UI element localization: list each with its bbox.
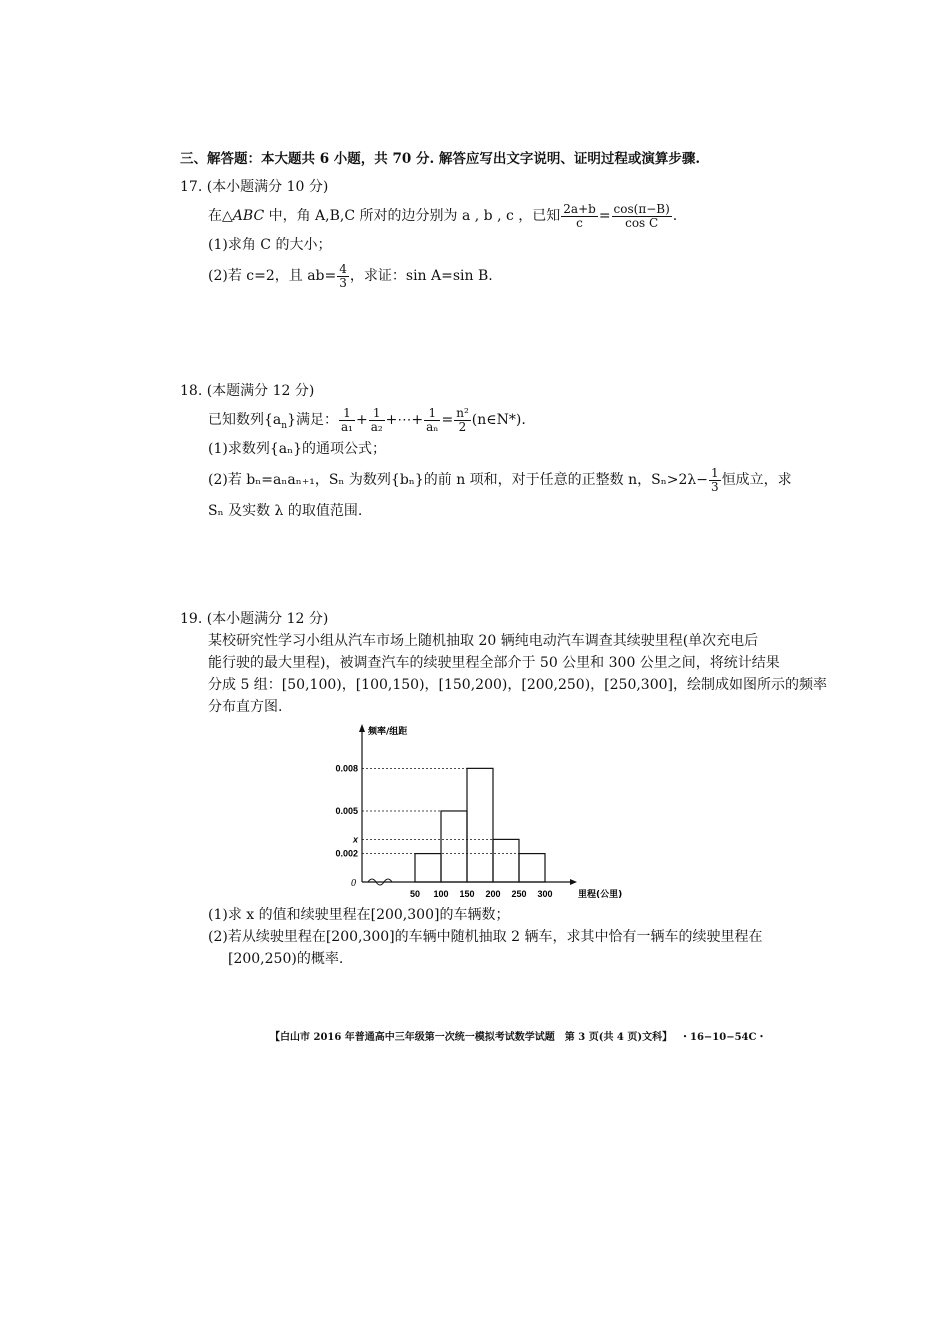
histogram-chart bbox=[320, 720, 640, 900]
q18-stem-a: 已知数列{a bbox=[208, 412, 282, 428]
q18-part2-b: 恒成立，求 bbox=[721, 472, 792, 488]
y-tick-label: 0.002 bbox=[335, 848, 358, 859]
footer-left: 【白山市 2016 年普通高中三年级第一次统一模拟考试数学试题 第 3 页(共 4 页)文科】 bbox=[270, 1032, 673, 1043]
q17-frac1-den: c bbox=[576, 215, 583, 230]
q18-frac-3 bbox=[424, 407, 440, 434]
q19-line3: 分成 5 组：[50,100)，[100,150)，[150,200)，[200,250)，[250,300]，绘制成如图所示的频率 bbox=[208, 677, 827, 693]
q17-part2-num: 4 bbox=[339, 261, 347, 276]
q19-part2: (2)若从续驶里程在[200,300]的车辆中随机抽取 2 辆车，求其中恰有一辆车的续驶里程在 bbox=[208, 929, 763, 945]
q17-period: . bbox=[672, 208, 678, 224]
q18-part2-den: 3 bbox=[711, 479, 719, 494]
q18-part1: (1)求数列{aₙ}的通项公式； bbox=[208, 441, 387, 457]
q18-part2 bbox=[208, 462, 792, 498]
histogram-bar bbox=[415, 854, 441, 882]
histogram-bar bbox=[493, 839, 519, 882]
q17-title: 17. (本小题满分 10 分) bbox=[180, 179, 329, 195]
x-tick-label: 200 bbox=[485, 889, 501, 899]
x-tick-label: 150 bbox=[459, 889, 475, 899]
footer-right: ・16−10−54C・ bbox=[680, 1032, 767, 1043]
q18-part2-a: (2)若 bₙ=aₙaₙ₊₁，Sₙ 为数列{bₙ}的前 n 项和，对于任意的正整数 n，Sₙ>2λ− bbox=[208, 472, 709, 488]
q18-stem-sub: n bbox=[281, 420, 288, 431]
q17-stem-b: ABC bbox=[232, 208, 265, 224]
x-axis-label: 里程(公里) bbox=[578, 890, 623, 900]
q17-frac2-den: cos C bbox=[625, 215, 659, 230]
q18-f4-den: 2 bbox=[458, 419, 467, 434]
y-axis-arrow bbox=[359, 724, 365, 732]
q17-part2-b: ，求证：sin A=sin B. bbox=[349, 268, 493, 284]
q18-plus2: +⋯+ bbox=[385, 412, 424, 428]
q18-f1-num: 1 bbox=[339, 407, 355, 421]
q19-line1: 某校研究性学习小组从汽车市场上随机抽取 20 辆纯电动汽车调查其续驶里程(单次充电后 bbox=[208, 633, 759, 649]
q17-stem bbox=[208, 198, 677, 234]
q18-plus1: + bbox=[355, 412, 368, 428]
q18-part2-fraction bbox=[709, 467, 721, 494]
y-tick-label: 0.008 bbox=[335, 763, 358, 774]
q17-stem-a: 在△ bbox=[208, 208, 233, 224]
q18-frac-2 bbox=[369, 407, 385, 434]
q17-part2 bbox=[208, 258, 493, 294]
x-axis-arrow bbox=[570, 879, 577, 885]
section-header: 三、解答题：本大题共 6 小题，共 70 分. 解答应写出文字说明、证明过程或演算步骤. bbox=[180, 151, 701, 167]
x-tick-label: 100 bbox=[433, 889, 449, 899]
q18-f1-den: a₁ bbox=[340, 419, 353, 434]
histogram-bar bbox=[441, 811, 467, 882]
q18-stem-b: }满足： bbox=[287, 412, 338, 428]
q18-frac-1 bbox=[339, 407, 355, 434]
histogram-bar bbox=[519, 854, 545, 882]
q18-f2-num: 1 bbox=[369, 407, 385, 421]
q17-stem-c: 中，角 A,B,C 所对的边分别为 a , b , c ，已知 bbox=[264, 208, 561, 224]
q19-line2: 能行驶的最大里程)，被调查汽车的续驶里程全部介于 50 公里和 300 公里之间，将统计结果 bbox=[208, 655, 780, 671]
q18-stem bbox=[208, 402, 526, 438]
q18-title: 18. (本题满分 12 分) bbox=[180, 383, 315, 399]
q17-eq: = bbox=[598, 208, 611, 224]
q18-f3-den: aₙ bbox=[426, 419, 439, 434]
q17-fraction-1 bbox=[561, 203, 598, 230]
q19-part1: (1)求 x 的值和续驶里程在[200,300]的车辆数； bbox=[208, 907, 510, 923]
q18-f4-num: n² bbox=[456, 405, 469, 420]
q17-frac1-num: 2a+b bbox=[563, 201, 596, 216]
q17-part2-fraction bbox=[337, 263, 349, 290]
q18-f2-den: a₂ bbox=[370, 419, 383, 434]
q17-frac2-num: cos(π−B) bbox=[613, 201, 670, 216]
q17-part1: (1)求角 C 的大小； bbox=[208, 237, 332, 253]
histogram-bar bbox=[467, 768, 493, 882]
x-tick-label: 300 bbox=[537, 889, 553, 899]
q17-part2-a: (2)若 c=2，且 ab= bbox=[208, 268, 337, 284]
q19-line4: 分布直方图. bbox=[208, 699, 283, 715]
x-tick-label: 250 bbox=[511, 889, 527, 899]
origin-label: 0 bbox=[351, 878, 356, 889]
y-tick-label: x bbox=[352, 834, 358, 845]
q18-tail: (n∈N*). bbox=[471, 412, 526, 428]
q19-part2-cont: [200,250)的概率. bbox=[228, 951, 344, 967]
q17-fraction-2 bbox=[612, 203, 672, 230]
q18-part2-num: 1 bbox=[711, 465, 719, 480]
q19-title: 19. (本小题满分 12 分) bbox=[180, 611, 329, 627]
x-tick-label: 50 bbox=[409, 889, 421, 899]
q18-part2-cont: Sₙ 及实数 λ 的取值范围. bbox=[208, 503, 363, 519]
y-axis-label: 频率/组距 bbox=[368, 727, 408, 737]
q17-part2-den: 3 bbox=[339, 275, 347, 290]
q18-eq: = bbox=[441, 412, 454, 428]
y-tick-label: 0.005 bbox=[335, 805, 358, 816]
q18-frac-4 bbox=[454, 407, 471, 434]
q18-f3-num: 1 bbox=[424, 407, 440, 421]
